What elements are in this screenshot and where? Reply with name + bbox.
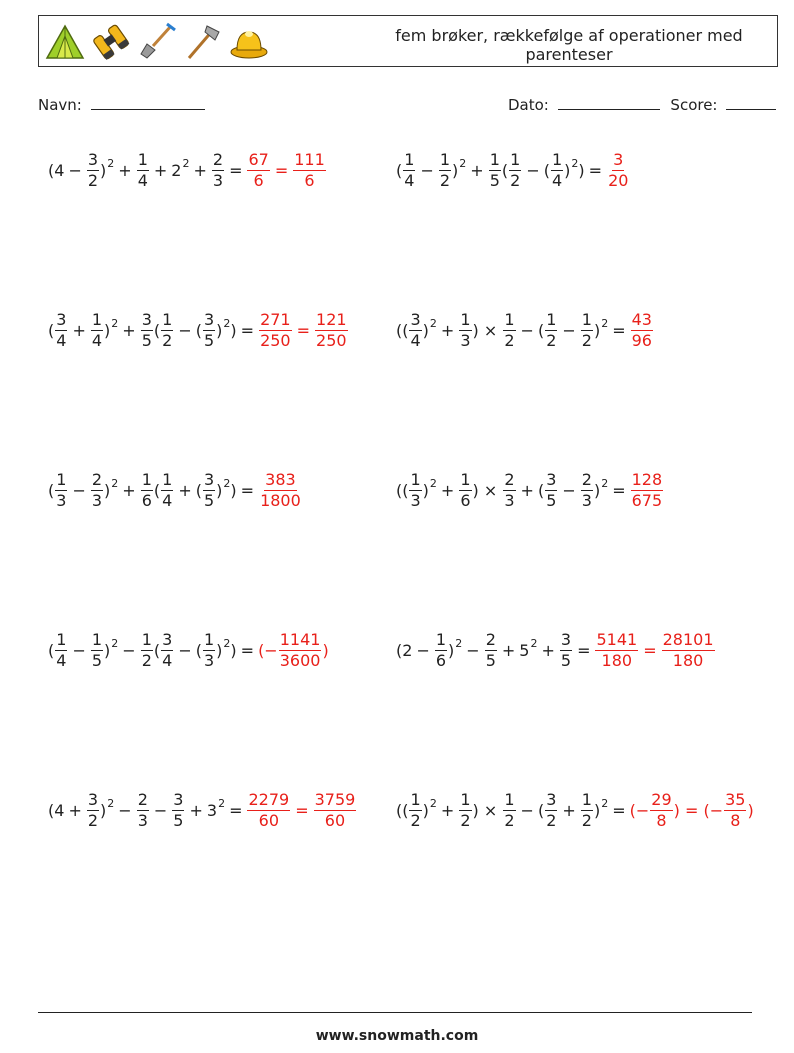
fraction: $\frac{29}{8}$ (651, 789, 672, 830)
header-box (38, 15, 778, 67)
fraction: $\frac{2}{3}$ (137, 789, 148, 830)
fraction: $\frac{111}{6}$ (294, 149, 325, 190)
tent-icon (45, 22, 85, 62)
helmet-icon (229, 22, 269, 62)
problem-answer: $\frac{2279}{60}$ = $\frac{3759}{60}$ (248, 789, 356, 830)
fraction: $\frac{3}{2}$ (546, 789, 557, 830)
problem-answer: (− $\frac{1141}{3600}$ ) (258, 629, 329, 670)
fraction: $\frac{5141}{180}$ (596, 629, 638, 670)
problem-expression: ( $\frac{3}{4}$ + $\frac{1}{4}$ ) 2 + $\frac{3}{5}$ ( $\frac{1}{2}$ − ( $\frac{3}{5}$ ) 2 ) (48, 309, 237, 350)
fraction: $\frac{3}{4}$ (162, 629, 173, 670)
name-field (38, 95, 205, 114)
fraction: $\frac{1}{2}$ (410, 789, 421, 830)
date-field (508, 95, 776, 114)
fraction: $\frac{1}{3}$ (56, 469, 67, 510)
fraction: $\frac{2279}{60}$ (248, 789, 290, 830)
problem-expression: ( 2 − $\frac{1}{6}$ ) 2 − $\frac{2}{5}$ + 5 2 + $\frac{3}{5}$ (396, 629, 572, 670)
footer-url: www.snowmath.com (315, 1028, 479, 1044)
fraction: $\frac{1}{2}$ (581, 789, 592, 830)
fraction: $\frac{271}{250}$ (260, 309, 291, 350)
fraction: $\frac{1}{2}$ (439, 149, 451, 190)
fraction: $\frac{1}{2}$ (504, 789, 515, 830)
problem-answer: $\frac{5141}{180}$ = $\frac{28101}{180}$ (596, 629, 714, 670)
fraction: $\frac{2}{3}$ (504, 469, 515, 510)
fraction: $\frac{383}{1800}$ (260, 469, 301, 510)
problem-6: (( $\frac{1}{3}$ ) 2 + $\frac{1}{6}$ ) × $\frac{2}{3}$ + ( $\frac{3}{5}$ − $\frac{2}{3}$ ) 2 = $\frac{128}{675}$ (396, 469, 663, 510)
fraction: $\frac{3}{4}$ (56, 309, 67, 350)
fraction: $\frac{128}{675}$ (631, 469, 663, 510)
problem-7: ( $\frac{1}{4}$ − $\frac{1}{5}$ ) 2 − $\frac{1}{2}$ ( $\frac{3}{4}$ − ( $\frac{1}{3}$ ) 2 ) = (− $\frac{1141}{3600}$ ) (48, 629, 329, 670)
problem-9: ( 4 + $\frac{3}{2}$ ) 2 − $\frac{2}{3}$ − $\frac{3}{5}$ + 3 2 = $\frac{2279}{60}$ = $\frac{3759}{60}$ (48, 789, 356, 830)
fraction: $\frac{3}{5}$ (203, 309, 215, 350)
fraction: $\frac{67}{6}$ (248, 149, 269, 190)
fraction: $\frac{1}{4}$ (404, 149, 415, 190)
problem-expression: (( $\frac{1}{3}$ ) 2 + $\frac{1}{6}$ ) × $\frac{2}{3}$ + ( $\frac{3}{5}$ − $\frac{2}{3}$ ) 2 (396, 469, 609, 510)
fraction: $\frac{1}{5}$ (489, 149, 500, 190)
page-title: fem brøker, rækkefølge af operationer med parenteser (395, 26, 743, 64)
problem-2: ( $\frac{1}{4}$ − $\frac{1}{2}$ ) 2 + $\frac{1}{5}$ ( $\frac{1}{2}$ − ( $\frac{1}{4}$ ) 2 ) = $\frac{3}{20}$ (396, 149, 629, 190)
fraction: $\frac{1}{4}$ (162, 469, 173, 510)
problem-answer: $\frac{271}{250}$ = $\frac{121}{250}$ (260, 309, 347, 350)
problem-expression: (( $\frac{3}{4}$ ) 2 + $\frac{1}{3}$ ) × $\frac{1}{2}$ − ( $\frac{1}{2}$ − $\frac{1}{2}$ ) 2 (396, 309, 609, 350)
fraction: $\frac{1}{6}$ (141, 469, 152, 510)
fraction: $\frac{1}{5}$ (91, 629, 103, 670)
fraction: $\frac{43}{96}$ (631, 309, 652, 350)
fraction: $\frac{1}{2}$ (141, 629, 152, 670)
shovel-icon (137, 22, 177, 62)
fraction: $\frac{1}{4}$ (551, 149, 563, 190)
problem-expression: ( $\frac{1}{4}$ − $\frac{1}{2}$ ) 2 + $\frac{1}{5}$ ( $\frac{1}{2}$ − ( $\frac{1}{4}$ ) 2 ) (396, 149, 585, 190)
problem-10: (( $\frac{1}{2}$ ) 2 + $\frac{1}{2}$ ) × $\frac{1}{2}$ − ( $\frac{3}{2}$ + $\frac{1}{2}$ ) 2 = (− $\frac{29}{8}$ ) = (− $\frac{35}{8}$ ) (396, 789, 754, 830)
problem-expression: ( $\frac{1}{3}$ − $\frac{2}{3}$ ) 2 + $\frac{1}{6}$ ( $\frac{1}{4}$ + ( $\frac{3}{5}$ ) 2 ) (48, 469, 237, 510)
fraction: $\frac{3}{4}$ (410, 309, 421, 350)
fraction: $\frac{1}{2}$ (510, 149, 521, 190)
fraction: $\frac{1}{6}$ (435, 629, 447, 670)
fraction: $\frac{3}{5}$ (141, 309, 152, 350)
fraction: $\frac{1}{2}$ (546, 309, 557, 350)
fraction: $\frac{1}{4}$ (137, 149, 148, 190)
problem-3: ( $\frac{3}{4}$ + $\frac{1}{4}$ ) 2 + $\frac{3}{5}$ ( $\frac{1}{2}$ − ( $\frac{3}{5}$ ) 2 ) = $\frac{271}{250}$ = $\frac{121}{250}$ (48, 309, 347, 350)
fraction: $\frac{3}{5}$ (560, 629, 572, 670)
problem-expression: ( $\frac{1}{4}$ − $\frac{1}{5}$ ) 2 − $\frac{1}{2}$ ( $\frac{3}{4}$ − ( $\frac{1}{3}$ ) 2 ) (48, 629, 237, 670)
fraction: $\frac{2}{3}$ (581, 469, 592, 510)
date-line (558, 95, 660, 110)
problem-expression: ( 4 − $\frac{3}{2}$ ) 2 + $\frac{1}{4}$ + 2 2 + $\frac{2}{3}$ (48, 149, 224, 190)
binoculars-icon (91, 22, 131, 62)
fraction: $\frac{2}{3}$ (91, 469, 103, 510)
fraction: $\frac{1}{3}$ (460, 309, 471, 350)
fraction: $\frac{1}{4}$ (91, 309, 103, 350)
fraction: $\frac{35}{8}$ (725, 789, 746, 830)
problem-4: (( $\frac{3}{4}$ ) 2 + $\frac{1}{3}$ ) × $\frac{1}{2}$ − ( $\frac{1}{2}$ − $\frac{1}{2}$ ) 2 = $\frac{43}{96}$ (396, 309, 652, 350)
name-line (91, 95, 205, 110)
problem-5: ( $\frac{1}{3}$ − $\frac{2}{3}$ ) 2 + $\frac{1}{6}$ ( $\frac{1}{4}$ + ( $\frac{3}{5}$ ) 2 ) = $\frac{383}{1800}$ (48, 469, 301, 510)
problem-answer (630, 309, 654, 350)
problem-answer: (− $\frac{29}{8}$ ) = (− $\frac{35}{8}$ ) (629, 789, 754, 830)
fraction: $\frac{28101}{180}$ (662, 629, 714, 670)
fraction: $\frac{1}{3}$ (203, 629, 215, 670)
score-line (726, 95, 776, 110)
fraction: $\frac{3}{20}$ (608, 149, 629, 190)
fraction: $\frac{121}{250}$ (316, 309, 347, 350)
problem-answer (258, 469, 303, 510)
problem-1: ( 4 − $\frac{3}{2}$ ) 2 + $\frac{1}{4}$ + 2 2 + $\frac{2}{3}$ = $\frac{67}{6}$ = $\frac{111}{6}$ (48, 149, 325, 190)
problem-answer: $\frac{67}{6}$ = $\frac{111}{6}$ (248, 149, 325, 190)
fraction: $\frac{3}{2}$ (87, 789, 99, 830)
problem-8: ( 2 − $\frac{1}{6}$ ) 2 − $\frac{2}{5}$ + 5 2 + $\frac{3}{5}$ = $\frac{5141}{180}$ = $\frac{28101}{180}$ (396, 629, 714, 670)
name-label: Navn: (38, 96, 82, 114)
problem-answer (630, 469, 665, 510)
fraction: $\frac{1141}{3600}$ (279, 629, 321, 670)
fraction: $\frac{2}{3}$ (212, 149, 224, 190)
fraction: $\frac{2}{5}$ (485, 629, 496, 670)
footer-divider (38, 1012, 752, 1013)
fraction: $\frac{1}{6}$ (460, 469, 471, 510)
problem-expression: ( 4 + $\frac{3}{2}$ ) 2 − $\frac{2}{3}$ − $\frac{3}{5}$ + 3 2 (48, 789, 226, 830)
fraction: $\frac{3759}{60}$ (314, 789, 356, 830)
axe-icon (183, 22, 223, 62)
fraction: $\frac{3}{2}$ (87, 149, 99, 190)
date-label: Dato: (508, 96, 549, 114)
fraction: $\frac{1}{4}$ (56, 629, 67, 670)
fraction: $\frac{1}{2}$ (581, 309, 592, 350)
fraction: $\frac{1}{2}$ (504, 309, 515, 350)
fraction: $\frac{3}{5}$ (173, 789, 184, 830)
fraction: $\frac{1}{3}$ (410, 469, 421, 510)
problem-expression: (( $\frac{1}{2}$ ) 2 + $\frac{1}{2}$ ) × $\frac{1}{2}$ − ( $\frac{3}{2}$ + $\frac{1}{2}$ ) 2 (396, 789, 609, 830)
fraction: $\frac{3}{5}$ (546, 469, 557, 510)
problem-answer (606, 149, 630, 190)
fraction: $\frac{1}{2}$ (460, 789, 471, 830)
score-label: Score: (670, 96, 718, 114)
icon-strip (45, 22, 269, 62)
fraction: $\frac{1}{2}$ (162, 309, 173, 350)
fraction: $\frac{3}{5}$ (203, 469, 215, 510)
